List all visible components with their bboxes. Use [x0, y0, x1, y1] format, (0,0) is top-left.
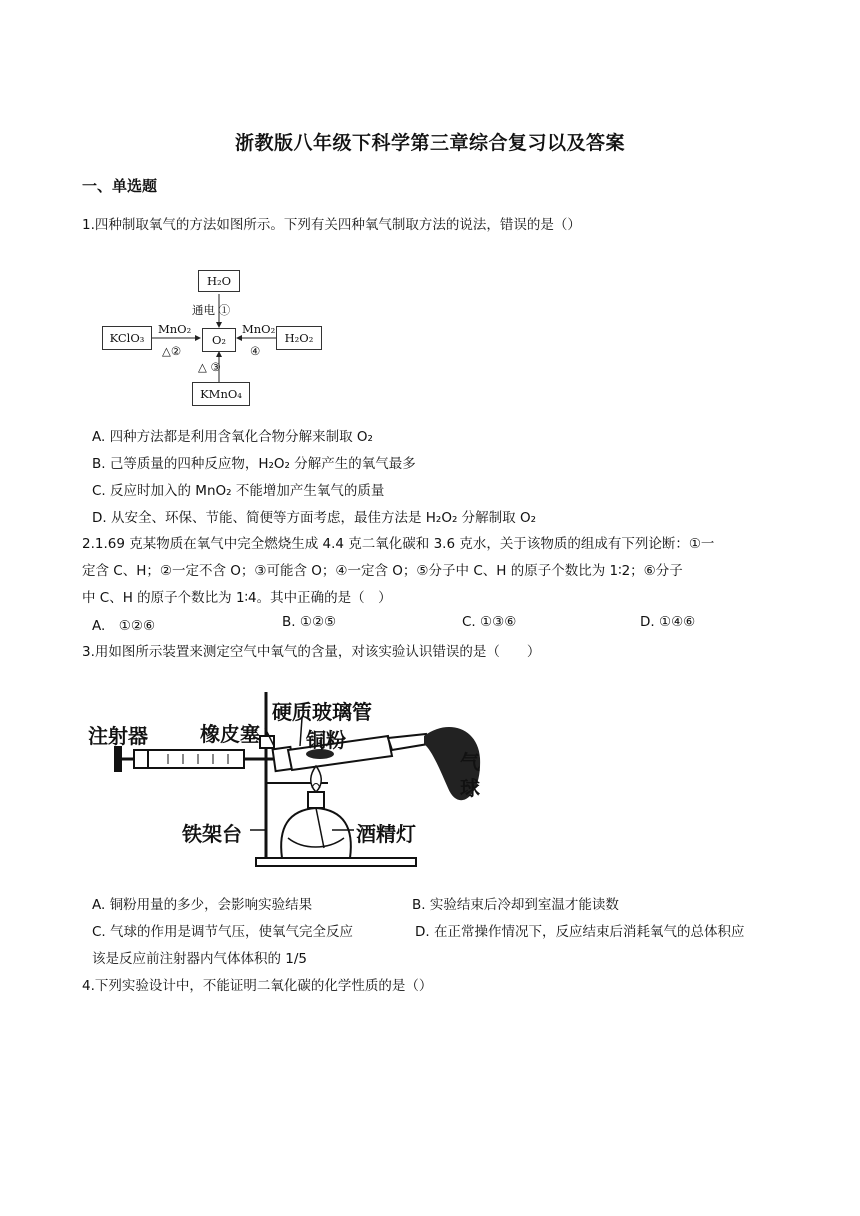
label-balloon-1: 气	[460, 750, 480, 774]
q3-option-d-line-1: D. 在正常操作情况下，反应结束后消耗氧气的总体积应	[415, 924, 745, 940]
question-1-stem: 1.四种制取氧气的方法如图所示。下列有关四种氧气制取方法的说法，错误的是（）	[82, 217, 581, 233]
q1-option-d: D. 从安全、环保、节能、简便等方面考虑，最佳方法是 H₂O₂ 分解制取 O₂	[92, 510, 536, 526]
o2-box: O₂	[202, 328, 236, 352]
q1-option-c: C. 反应时加入的 MnO₂ 不能增加产生氧气的质量	[92, 483, 385, 499]
q1-option-a: A. 四种方法都是利用含氧化合物分解来制取 O₂	[92, 429, 373, 445]
q1-option-b: B. 己等质量的四种反应物，H₂O₂ 分解产生的氧气最多	[92, 456, 416, 472]
label-electrolysis: 通电 ①	[192, 303, 231, 317]
q2-option-b: B. ①②⑤	[282, 614, 337, 630]
kclo3-box: KClO₃	[102, 326, 152, 350]
q2-option-a: A. ①②⑥	[92, 618, 156, 634]
h2o-box: H₂O	[198, 270, 240, 292]
q2-option-d: D. ①④⑥	[640, 614, 696, 630]
label-stopper: 橡皮塞	[200, 722, 260, 746]
question-3-stem: 3.用如图所示装置来测定空气中氧气的含量，对该实验认识错误的是（ ）	[82, 644, 541, 660]
label-heat-3: △ ③	[198, 360, 221, 374]
q3-option-d-line-2: 该是反应前注射器内气体体积的 1/5	[92, 951, 308, 967]
document-title: 浙教版八年级下科学第三章综合复习以及答案	[234, 132, 625, 154]
label-iron-stand: 铁架台	[182, 822, 242, 846]
question-2-line-2: 定含 C、H；②一定不含 O；③可能含 O；④一定含 O；⑤分子中 C、H 的原子个数比为 1∶2；⑥分子	[82, 563, 683, 579]
q3-option-b: B. 实验结束后冷却到室温才能读数	[412, 897, 619, 913]
h2o2-box: H₂O₂	[276, 326, 322, 350]
label-syringe: 注射器	[88, 724, 148, 748]
section-heading: 一、单选题	[82, 177, 158, 195]
q3-option-a: A. 铜粉用量的多少，会影响实验结果	[92, 897, 313, 913]
label-4-bottom: ④	[250, 344, 261, 358]
label-4-top: MnO₂	[242, 322, 276, 336]
q2-option-c: C. ①③⑥	[462, 614, 517, 630]
oxygen-methods-diagram	[82, 262, 342, 412]
question-2-line-3: 中 C、H 的原子个数比为 1∶4。其中正确的是（ ）	[82, 590, 392, 606]
label-2-top: MnO₂	[158, 322, 192, 336]
label-copper-powder: 铜粉	[306, 728, 346, 752]
apparatus-figure	[88, 688, 488, 878]
question-2-line-1: 2.1.69 克某物质在氧气中完全燃烧生成 4.4 克二氧化碳和 3.6 克水，关于该物质的组成有下列论断：①一	[82, 536, 715, 552]
label-balloon-2: 球	[460, 776, 480, 800]
label-2-bottom: △②	[162, 344, 182, 358]
label-glass-tube: 硬质玻璃管	[272, 700, 372, 724]
q3-option-c: C. 气球的作用是调节气压，使氧气完全反应	[92, 924, 354, 940]
label-alcohol-lamp: 酒精灯	[356, 822, 416, 846]
question-4-stem: 4.下列实验设计中，不能证明二氧化碳的化学性质的是（）	[82, 978, 433, 994]
kmno4-box: KMnO₄	[192, 382, 250, 406]
